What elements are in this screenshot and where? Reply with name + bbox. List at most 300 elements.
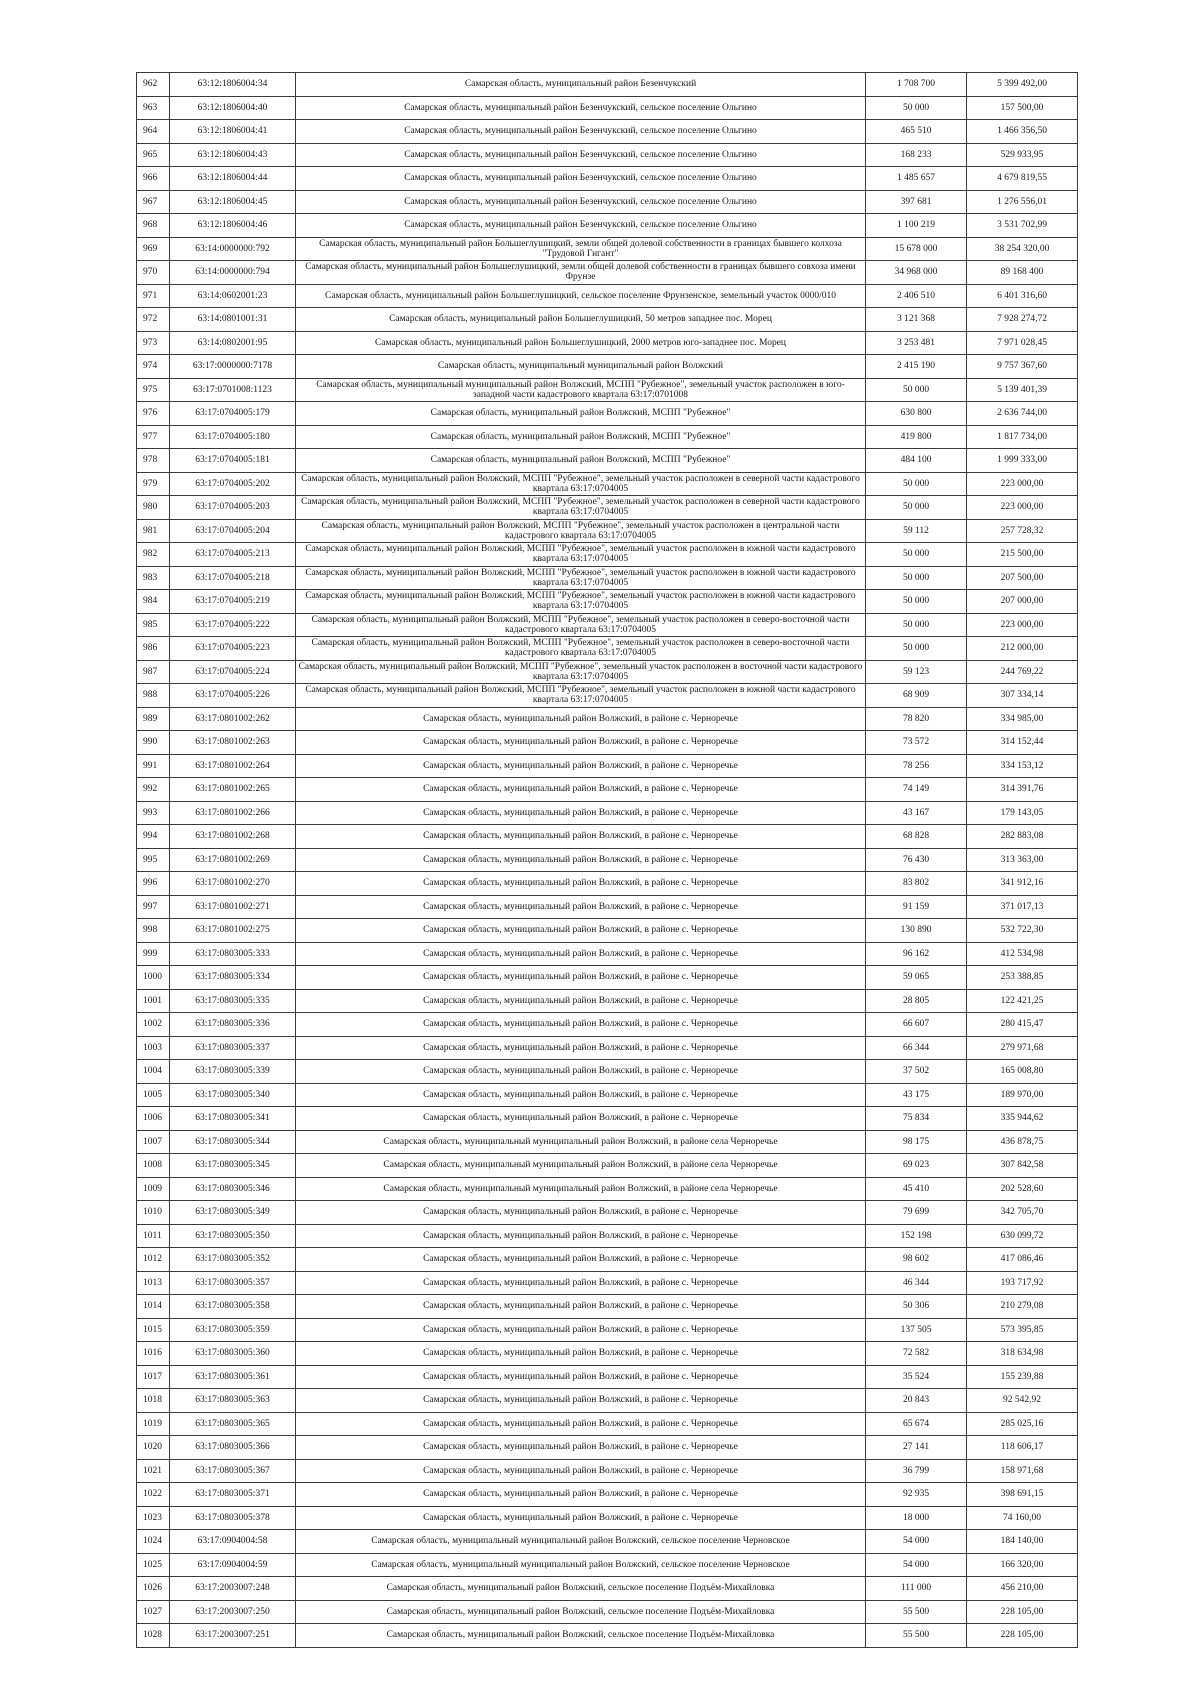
cadastral-number-cell: 63:12:1806004:45 — [170, 190, 296, 214]
area-cell: 3 253 481 — [866, 331, 967, 355]
cadastral-number-cell: 63:17:0704005:219 — [170, 590, 296, 614]
area-cell: 72 582 — [866, 1342, 967, 1366]
cadastral-value-cell: 89 168 400 — [967, 261, 1078, 285]
address-cell: Самарская область, муниципальный район Волжский, в районе с. Черноречье — [296, 942, 866, 966]
cadastral-number-cell: 63:17:0803005:336 — [170, 1013, 296, 1037]
row-number-cell: 1020 — [137, 1436, 170, 1460]
row-number-cell: 1021 — [137, 1459, 170, 1483]
area-cell: 15 678 000 — [866, 237, 967, 261]
table-row — [137, 449, 1078, 473]
cadastral-number-cell: 63:17:0803005:359 — [170, 1318, 296, 1342]
cadastral-number-cell: 63:17:0803005:371 — [170, 1483, 296, 1507]
table-row — [137, 1036, 1078, 1060]
cadastral-value-cell: 228 105,00 — [967, 1600, 1078, 1624]
address-cell: Самарская область, муниципальный район Волжский, в районе с. Черноречье — [296, 1248, 866, 1272]
cadastral-value-cell: 280 415,47 — [967, 1013, 1078, 1037]
row-number-cell: 997 — [137, 895, 170, 919]
cadastral-value-cell: 92 542,92 — [967, 1389, 1078, 1413]
table-row — [137, 684, 1078, 708]
area-cell: 465 510 — [866, 120, 967, 144]
cadastral-value-cell: 342 705,70 — [967, 1201, 1078, 1225]
cadastral-value-cell: 165 008,80 — [967, 1060, 1078, 1084]
area-cell: 137 505 — [866, 1318, 967, 1342]
address-cell: Самарская область, муниципальный район Волжский, МСПП "Рубежное", земельный участок расположен в северной части кадастрового квартала 63:17:0704005 — [296, 496, 866, 520]
table-row — [137, 1483, 1078, 1507]
address-cell: Самарская область, муниципальный район Большеглушицкий, 50 метров западнее пос. Морец — [296, 308, 866, 332]
cadastral-value-cell: 1 276 556,01 — [967, 190, 1078, 214]
cadastral-value-cell: 202 528,60 — [967, 1177, 1078, 1201]
cadastral-number-cell: 63:17:0801002:268 — [170, 825, 296, 849]
area-cell: 3 121 368 — [866, 308, 967, 332]
cadastral-number-cell: 63:17:0704005:203 — [170, 496, 296, 520]
cadastral-value-cell: 158 971,68 — [967, 1459, 1078, 1483]
address-cell: Самарская область, муниципальный район Волжский, МСПП "Рубежное", земельный участок расположен в южной части кадастрового квартала 63:17:0704005 — [296, 566, 866, 590]
cadastral-number-cell: 63:17:0803005:335 — [170, 989, 296, 1013]
area-cell: 50 000 — [866, 637, 967, 661]
address-cell: Самарская область, муниципальный район Безенчукский, сельское поселение Ольгино — [296, 120, 866, 144]
table-row — [137, 1389, 1078, 1413]
address-cell: Самарская область, муниципальный район Волжский, в районе с. Черноречье — [296, 919, 866, 943]
address-cell: Самарская область, муниципальный район Волжский, МСПП "Рубежное", земельный участок расположен в северной части кадастрового квартала 63:17:0704005 — [296, 472, 866, 496]
table-row — [137, 754, 1078, 778]
table-row — [137, 895, 1078, 919]
row-number-cell: 986 — [137, 637, 170, 661]
row-number-cell: 1022 — [137, 1483, 170, 1507]
area-cell: 27 141 — [866, 1436, 967, 1460]
cadastral-value-cell: 228 105,00 — [967, 1624, 1078, 1648]
address-cell: Самарская область, муниципальный район Волжский, в районе с. Черноречье — [296, 895, 866, 919]
cadastral-value-cell: 334 153,12 — [967, 754, 1078, 778]
table-row — [137, 1177, 1078, 1201]
address-cell: Самарская область, муниципальный район Волжский, в районе с. Черноречье — [296, 848, 866, 872]
cadastral-number-cell: 63:17:0704005:224 — [170, 660, 296, 684]
row-number-cell: 978 — [137, 449, 170, 473]
address-cell: Самарская область, муниципальный район Волжский, в районе с. Черноречье — [296, 1083, 866, 1107]
area-cell: 54 000 — [866, 1530, 967, 1554]
cadastral-number-cell: 63:17:0701008:1123 — [170, 378, 296, 402]
table-row — [137, 966, 1078, 990]
area-cell: 46 344 — [866, 1271, 967, 1295]
cadastral-value-cell: 1 466 356,50 — [967, 120, 1078, 144]
cadastral-number-cell: 63:17:0704005:202 — [170, 472, 296, 496]
row-number-cell: 973 — [137, 331, 170, 355]
cadastral-number-cell: 63:17:0801002:263 — [170, 731, 296, 755]
address-cell: Самарская область, муниципальный район Волжский, в районе с. Черноречье — [296, 1060, 866, 1084]
row-number-cell: 965 — [137, 143, 170, 167]
cadastral-number-cell: 63:12:1806004:46 — [170, 214, 296, 238]
area-cell: 43 167 — [866, 801, 967, 825]
cadastral-number-cell: 63:17:0803005:337 — [170, 1036, 296, 1060]
row-number-cell: 998 — [137, 919, 170, 943]
table-row — [137, 308, 1078, 332]
address-cell: Самарская область, муниципальный муниципальный район Волжский, в районе села Черноречье — [296, 1154, 866, 1178]
address-cell: Самарская область, муниципальный район Волжский, МСПП "Рубежное", земельный участок расположен в южной части кадастрового квартала 63:17:0704005 — [296, 590, 866, 614]
address-cell: Самарская область, муниципальный район Волжский, в районе с. Черноречье — [296, 1436, 866, 1460]
cadastral-value-cell: 6 401 316,60 — [967, 284, 1078, 308]
cadastral-number-cell: 63:17:0704005:204 — [170, 519, 296, 543]
area-cell: 69 023 — [866, 1154, 967, 1178]
row-number-cell: 1006 — [137, 1107, 170, 1131]
cadastral-value-cell: 7 971 028,45 — [967, 331, 1078, 355]
address-cell: Самарская область, муниципальный район Волжский, МСПП "Рубежное", земельный участок расположен в северо-восточной части кадастрового квартала 63:17:0704005 — [296, 637, 866, 661]
address-cell: Самарская область, муниципальный район Большеглушицкий, земли общей долевой собственности в границах бывшего колхоза "Трудовой Гигант" — [296, 237, 866, 261]
address-cell: Самарская область, муниципальный район Волжский, сельское поселение Подъём-Михайловка — [296, 1624, 866, 1648]
row-number-cell: 1000 — [137, 966, 170, 990]
table-row — [137, 425, 1078, 449]
area-cell: 1 485 657 — [866, 167, 967, 191]
table-row — [137, 1224, 1078, 1248]
document-page — [136, 72, 1077, 1648]
cadastral-number-cell: 63:17:0803005:346 — [170, 1177, 296, 1201]
cadastral-number-cell: 63:17:0803005:349 — [170, 1201, 296, 1225]
row-number-cell: 1027 — [137, 1600, 170, 1624]
address-cell: Самарская область, муниципальный район Волжский, в районе с. Черноречье — [296, 801, 866, 825]
table-row — [137, 73, 1078, 97]
address-cell: Самарская область, муниципальный район Волжский, в районе с. Черноречье — [296, 1295, 866, 1319]
cadastral-number-cell: 63:17:2003007:250 — [170, 1600, 296, 1624]
area-cell: 98 175 — [866, 1130, 967, 1154]
table-row — [137, 825, 1078, 849]
table-row — [137, 143, 1078, 167]
area-cell: 78 256 — [866, 754, 967, 778]
table-row — [137, 543, 1078, 567]
row-number-cell: 974 — [137, 355, 170, 379]
table-row — [137, 1248, 1078, 1272]
area-cell: 50 000 — [866, 378, 967, 402]
table-row — [137, 1365, 1078, 1389]
cadastral-value-cell: 9 757 367,60 — [967, 355, 1078, 379]
area-cell: 91 159 — [866, 895, 967, 919]
row-number-cell: 1002 — [137, 1013, 170, 1037]
area-cell: 59 112 — [866, 519, 967, 543]
cadastral-value-cell: 398 691,15 — [967, 1483, 1078, 1507]
table-row — [137, 801, 1078, 825]
address-cell: Самарская область, муниципальный район Волжский, в районе с. Черноречье — [296, 989, 866, 1013]
area-cell: 28 805 — [866, 989, 967, 1013]
cadastral-number-cell: 63:17:0801002:262 — [170, 707, 296, 731]
table-row — [137, 1318, 1078, 1342]
address-cell: Самарская область, муниципальный муниципальный район Волжский, сельское поселение Черновское — [296, 1553, 866, 1577]
address-cell: Самарская область, муниципальный муниципальный район Волжский, в районе села Черноречье — [296, 1130, 866, 1154]
row-number-cell: 1013 — [137, 1271, 170, 1295]
address-cell: Самарская область, муниципальный район Волжский, в районе с. Черноречье — [296, 1224, 866, 1248]
cadastral-value-cell: 207 500,00 — [967, 566, 1078, 590]
cadastral-number-cell: 63:17:0803005:339 — [170, 1060, 296, 1084]
row-number-cell: 1011 — [137, 1224, 170, 1248]
row-number-cell: 983 — [137, 566, 170, 590]
table-row — [137, 1553, 1078, 1577]
table-row — [137, 1459, 1078, 1483]
address-cell: Самарская область, муниципальный район Волжский, МСПП "Рубежное", земельный участок расположен в южной части кадастрового квартала 63:17:0704005 — [296, 543, 866, 567]
address-cell: Самарская область, муниципальный муниципальный район Волжский, сельское поселение Черновское — [296, 1530, 866, 1554]
area-cell: 92 935 — [866, 1483, 967, 1507]
cadastral-value-cell: 417 086,46 — [967, 1248, 1078, 1272]
area-cell: 66 607 — [866, 1013, 967, 1037]
row-number-cell: 1008 — [137, 1154, 170, 1178]
cadastral-value-cell: 212 000,00 — [967, 637, 1078, 661]
address-cell: Самарская область, муниципальный район Волжский, в районе с. Черноречье — [296, 1389, 866, 1413]
address-cell: Самарская область, муниципальный район Волжский, МСПП "Рубежное" — [296, 449, 866, 473]
address-cell: Самарская область, муниципальный район Безенчукский, сельское поселение Ольгино — [296, 96, 866, 120]
table-row — [137, 214, 1078, 238]
cadastral-number-cell: 63:17:0704005:218 — [170, 566, 296, 590]
cadastral-value-cell: 210 279,08 — [967, 1295, 1078, 1319]
row-number-cell: 987 — [137, 660, 170, 684]
table-row — [137, 613, 1078, 637]
address-cell: Самарская область, муниципальный район Волжский, в районе с. Черноречье — [296, 1412, 866, 1436]
cadastral-number-cell: 63:17:0803005:345 — [170, 1154, 296, 1178]
area-cell: 83 802 — [866, 872, 967, 896]
cadastral-number-cell: 63:17:0704005:222 — [170, 613, 296, 637]
address-cell: Самарская область, муниципальный район Безенчукский, сельское поселение Ольгино — [296, 190, 866, 214]
row-number-cell: 1004 — [137, 1060, 170, 1084]
row-number-cell: 1017 — [137, 1365, 170, 1389]
cadastral-value-cell: 122 421,25 — [967, 989, 1078, 1013]
cadastral-number-cell: 63:12:1806004:41 — [170, 120, 296, 144]
cadastral-number-cell: 63:17:2003007:251 — [170, 1624, 296, 1648]
area-cell: 34 968 000 — [866, 261, 967, 285]
area-cell: 96 162 — [866, 942, 967, 966]
area-cell: 66 344 — [866, 1036, 967, 1060]
row-number-cell: 1026 — [137, 1577, 170, 1601]
row-number-cell: 1019 — [137, 1412, 170, 1436]
area-cell: 397 681 — [866, 190, 967, 214]
cadastral-number-cell: 63:17:0000000:7178 — [170, 355, 296, 379]
cadastral-value-cell: 157 500,00 — [967, 96, 1078, 120]
cadastral-value-cell: 371 017,13 — [967, 895, 1078, 919]
cadastral-value-cell: 223 000,00 — [967, 496, 1078, 520]
cadastral-value-cell: 257 728,32 — [967, 519, 1078, 543]
address-cell: Самарская область, муниципальный район Волжский, в районе с. Черноречье — [296, 1318, 866, 1342]
cadastral-value-cell: 334 985,00 — [967, 707, 1078, 731]
cadastral-value-cell: 253 388,85 — [967, 966, 1078, 990]
table-row — [137, 1577, 1078, 1601]
row-number-cell: 995 — [137, 848, 170, 872]
address-cell: Самарская область, муниципальный район Волжский, МСПП "Рубежное" — [296, 402, 866, 426]
row-number-cell: 1003 — [137, 1036, 170, 1060]
cadastral-number-cell: 63:17:0801002:264 — [170, 754, 296, 778]
row-number-cell: 1025 — [137, 1553, 170, 1577]
area-cell: 74 149 — [866, 778, 967, 802]
cadastral-value-cell: 436 878,75 — [967, 1130, 1078, 1154]
table-row — [137, 731, 1078, 755]
cadastral-number-cell: 63:17:0803005:344 — [170, 1130, 296, 1154]
cadastral-number-cell: 63:12:1806004:34 — [170, 73, 296, 97]
table-row — [137, 355, 1078, 379]
row-number-cell: 962 — [137, 73, 170, 97]
area-cell: 36 799 — [866, 1459, 967, 1483]
cadastral-number-cell: 63:14:0802001:95 — [170, 331, 296, 355]
cadastral-number-cell: 63:17:0803005:352 — [170, 1248, 296, 1272]
row-number-cell: 992 — [137, 778, 170, 802]
address-cell: Самарская область, муниципальный район Волжский, в районе с. Черноречье — [296, 754, 866, 778]
table-row — [137, 1436, 1078, 1460]
area-cell: 76 430 — [866, 848, 967, 872]
cadastral-number-cell: 63:17:0803005:365 — [170, 1412, 296, 1436]
row-number-cell: 1012 — [137, 1248, 170, 1272]
cadastral-value-cell: 193 717,92 — [967, 1271, 1078, 1295]
row-number-cell: 1010 — [137, 1201, 170, 1225]
cadastral-value-cell: 38 254 320,00 — [967, 237, 1078, 261]
cadastral-value-cell: 307 842,58 — [967, 1154, 1078, 1178]
address-cell: Самарская область, муниципальный район Волжский, в районе с. Черноречье — [296, 1013, 866, 1037]
table-row — [137, 872, 1078, 896]
cadastral-value-cell: 223 000,00 — [967, 472, 1078, 496]
table-row — [137, 1342, 1078, 1366]
cadastral-number-cell: 63:17:0904004:59 — [170, 1553, 296, 1577]
area-cell: 50 000 — [866, 590, 967, 614]
cadastral-number-cell: 63:14:0602001:23 — [170, 284, 296, 308]
area-cell: 18 000 — [866, 1506, 967, 1530]
area-cell: 111 000 — [866, 1577, 967, 1601]
cadastral-value-cell: 529 933,95 — [967, 143, 1078, 167]
area-cell: 68 909 — [866, 684, 967, 708]
table-row — [137, 989, 1078, 1013]
table-row — [137, 1107, 1078, 1131]
cadastral-value-cell: 4 679 819,55 — [967, 167, 1078, 191]
area-cell: 55 500 — [866, 1600, 967, 1624]
table-row — [137, 1600, 1078, 1624]
table-row — [137, 919, 1078, 943]
row-number-cell: 1028 — [137, 1624, 170, 1648]
address-cell: Самарская область, муниципальный район Волжский, в районе с. Черноречье — [296, 1459, 866, 1483]
cadastral-number-cell: 63:17:0803005:333 — [170, 942, 296, 966]
address-cell: Самарская область, муниципальный район Волжский, в районе с. Черноречье — [296, 872, 866, 896]
cadastral-number-cell: 63:14:0000000:794 — [170, 261, 296, 285]
cadastral-number-cell: 63:17:0803005:360 — [170, 1342, 296, 1366]
table-row — [137, 1060, 1078, 1084]
table-row — [137, 378, 1078, 402]
table-row — [137, 1083, 1078, 1107]
cadastral-number-cell: 63:17:0801002:270 — [170, 872, 296, 896]
area-cell: 484 100 — [866, 449, 967, 473]
cadastral-number-cell: 63:17:0704005:213 — [170, 543, 296, 567]
address-cell: Самарская область, муниципальный район Волжский, в районе с. Черноречье — [296, 1271, 866, 1295]
area-cell: 59 123 — [866, 660, 967, 684]
row-number-cell: 971 — [137, 284, 170, 308]
table-row — [137, 778, 1078, 802]
cadastral-number-cell: 63:17:0803005:334 — [170, 966, 296, 990]
cadastral-number-cell: 63:17:0704005:180 — [170, 425, 296, 449]
cadastral-value-cell: 2 636 744,00 — [967, 402, 1078, 426]
row-number-cell: 964 — [137, 120, 170, 144]
address-cell: Самарская область, муниципальный район Волжский, МСПП "Рубежное", земельный участок расположен в центральной части кадастрового квартала 63:17:0704005 — [296, 519, 866, 543]
cadastral-number-cell: 63:17:0803005:340 — [170, 1083, 296, 1107]
land-plots-table — [136, 72, 1078, 1648]
table-row — [137, 1624, 1078, 1648]
cadastral-value-cell: 5 399 492,00 — [967, 73, 1078, 97]
area-cell: 1 100 219 — [866, 214, 967, 238]
address-cell: Самарская область, муниципальный район Волжский, в районе с. Черноречье — [296, 1506, 866, 1530]
row-number-cell: 976 — [137, 402, 170, 426]
row-number-cell: 982 — [137, 543, 170, 567]
table-row — [137, 331, 1078, 355]
row-number-cell: 981 — [137, 519, 170, 543]
cadastral-value-cell: 189 970,00 — [967, 1083, 1078, 1107]
cadastral-number-cell: 63:17:0803005:363 — [170, 1389, 296, 1413]
table-row — [137, 637, 1078, 661]
table-row — [137, 237, 1078, 261]
cadastral-number-cell: 63:17:0704005:223 — [170, 637, 296, 661]
area-cell: 68 828 — [866, 825, 967, 849]
address-cell: Самарская область, муниципальный район Волжский, МСПП "Рубежное", земельный участок расположен в северо-восточной части кадастрового квартала 63:17:0704005 — [296, 613, 866, 637]
row-number-cell: 970 — [137, 261, 170, 285]
cadastral-value-cell: 313 363,00 — [967, 848, 1078, 872]
row-number-cell: 991 — [137, 754, 170, 778]
cadastral-number-cell: 63:12:1806004:43 — [170, 143, 296, 167]
table-row — [137, 120, 1078, 144]
row-number-cell: 1007 — [137, 1130, 170, 1154]
cadastral-number-cell: 63:17:0904004:58 — [170, 1530, 296, 1554]
address-cell: Самарская область, муниципальный муниципальный район Волжский — [296, 355, 866, 379]
cadastral-number-cell: 63:17:0801002:271 — [170, 895, 296, 919]
row-number-cell: 975 — [137, 378, 170, 402]
table-row — [137, 496, 1078, 520]
row-number-cell: 984 — [137, 590, 170, 614]
table-row — [137, 167, 1078, 191]
row-number-cell: 1018 — [137, 1389, 170, 1413]
row-number-cell: 985 — [137, 613, 170, 637]
address-cell: Самарская область, муниципальный район Безенчукский, сельское поселение Ольгино — [296, 143, 866, 167]
address-cell: Самарская область, муниципальный район Волжский, МСПП "Рубежное", земельный участок расположен в восточной части кадастрового квартала 63:17:0704005 — [296, 660, 866, 684]
table-row — [137, 1271, 1078, 1295]
cadastral-number-cell: 63:17:0803005:341 — [170, 1107, 296, 1131]
cadastral-number-cell: 63:14:0000000:792 — [170, 237, 296, 261]
row-number-cell: 968 — [137, 214, 170, 238]
row-number-cell: 999 — [137, 942, 170, 966]
address-cell: Самарская область, муниципальный район Волжский, сельское поселение Подъём-Михайловка — [296, 1577, 866, 1601]
cadastral-value-cell: 630 099,72 — [967, 1224, 1078, 1248]
table-row — [137, 1154, 1078, 1178]
row-number-cell: 972 — [137, 308, 170, 332]
row-number-cell: 967 — [137, 190, 170, 214]
cadastral-number-cell: 63:17:0803005:367 — [170, 1459, 296, 1483]
area-cell: 55 500 — [866, 1624, 967, 1648]
cadastral-number-cell: 63:17:0803005:361 — [170, 1365, 296, 1389]
table-row — [137, 1506, 1078, 1530]
cadastral-number-cell: 63:17:0803005:350 — [170, 1224, 296, 1248]
cadastral-value-cell: 314 391,76 — [967, 778, 1078, 802]
address-cell: Самарская область, муниципальный район Волжский, в районе с. Черноречье — [296, 778, 866, 802]
cadastral-number-cell: 63:17:0803005:378 — [170, 1506, 296, 1530]
row-number-cell: 990 — [137, 731, 170, 755]
area-cell: 98 602 — [866, 1248, 967, 1272]
cadastral-value-cell: 318 634,98 — [967, 1342, 1078, 1366]
row-number-cell: 1016 — [137, 1342, 170, 1366]
area-cell: 73 572 — [866, 731, 967, 755]
area-cell: 50 000 — [866, 613, 967, 637]
table-row — [137, 402, 1078, 426]
cadastral-number-cell: 63:17:0801002:275 — [170, 919, 296, 943]
area-cell: 79 699 — [866, 1201, 967, 1225]
row-number-cell: 994 — [137, 825, 170, 849]
cadastral-number-cell: 63:17:0801002:265 — [170, 778, 296, 802]
table-row — [137, 1013, 1078, 1037]
cadastral-number-cell: 63:12:1806004:44 — [170, 167, 296, 191]
row-number-cell: 963 — [137, 96, 170, 120]
row-number-cell: 977 — [137, 425, 170, 449]
cadastral-number-cell: 63:17:0801002:269 — [170, 848, 296, 872]
area-cell: 45 410 — [866, 1177, 967, 1201]
row-number-cell: 989 — [137, 707, 170, 731]
area-cell: 419 800 — [866, 425, 967, 449]
address-cell: Самарская область, муниципальный район Волжский, в районе с. Черноречье — [296, 1201, 866, 1225]
cadastral-number-cell: 63:17:0803005:358 — [170, 1295, 296, 1319]
table-row — [137, 590, 1078, 614]
row-number-cell: 1023 — [137, 1506, 170, 1530]
address-cell: Самарская область, муниципальный район Волжский, МСПП "Рубежное", земельный участок расположен в южной части кадастрового квартала 63:17:0704005 — [296, 684, 866, 708]
cadastral-value-cell: 1 999 333,00 — [967, 449, 1078, 473]
